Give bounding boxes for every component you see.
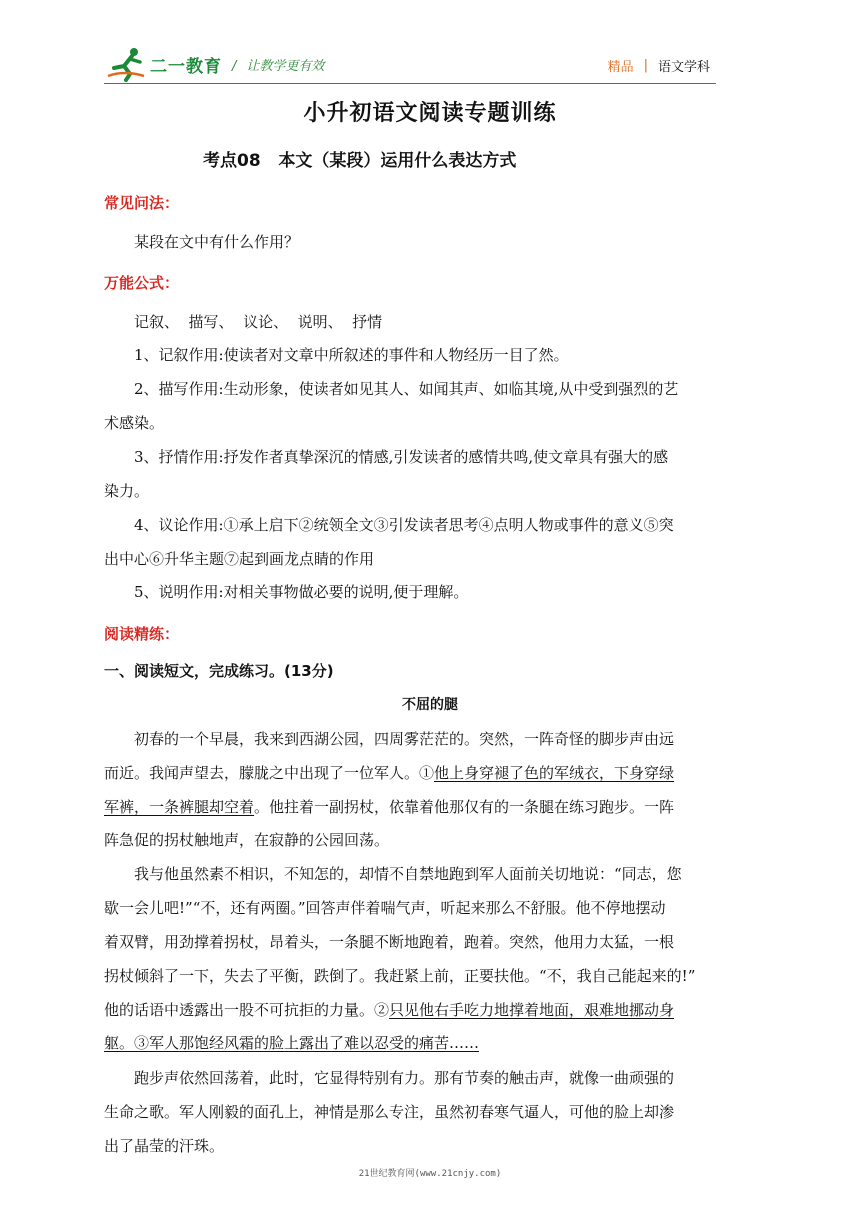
slogan (232, 55, 324, 74)
formula-heading: 万能公式： (104, 274, 180, 292)
formula-item-2b: 术感染。 (104, 414, 165, 432)
page-subtitle: 考点08 本文（某段）运用什么表达方式 (203, 151, 517, 171)
formula-item-2a: 2、描写作用:生动形象，使读者如见其人、如闻其声、如临其境,从中受到强烈的艺 (134, 380, 679, 398)
story-p2-line-2: 歇一会儿吧!”“不，还有两圈。”回答声伴着喘气声，听起来那么不舒服。他不停地摆动 (104, 899, 666, 917)
practice-heading: 阅读精练： (104, 625, 180, 643)
story-p2-line-4: 拐杖倾斜了一下，失去了平衡，跌倒了。我赶紧上前，正要扶他。“不，我自己能起来的!” (104, 967, 696, 985)
common-question-heading: 常见问法： (104, 194, 180, 212)
page-header (104, 46, 716, 86)
header-tags (608, 56, 710, 75)
subject-tag: 语文学科 (657, 60, 710, 75)
formula-item-3a: 3、抒情作用:抒发作者真挚深沉的情感,引发读者的感情共鸣,使文章具有强大的感 (134, 448, 669, 466)
runner-logo-icon (104, 46, 150, 82)
story-p1-line-3-text: 。他拄着一副拐杖，依靠着他那仅有的一条腿在练习跑步。一阵 (254, 798, 675, 816)
story-p2-line-6 (104, 1032, 479, 1053)
logo-text: 二一教育 (150, 56, 222, 77)
formula-item-5: 5、说明作用:对相关事物做必要的说明,便于理解。 (134, 583, 469, 601)
logo (104, 46, 222, 82)
story-p1-line-2 (104, 762, 674, 783)
story-p2-line-3: 着双臂，用劲撑着拐杖，昂着头，一条腿不断地跑着，跑着。突然，他用力太猛，一根 (104, 933, 675, 951)
story-p3-line-2: 生命之歌。军人刚毅的面孔上，神情是那么专注，虽然初春寒气逼人，可他的脸上却渗 (104, 1103, 675, 1121)
slogan-text: 让教学更有效 (246, 59, 325, 74)
question-1-heading: 一、阅读短文，完成练习。(13分) (104, 662, 334, 680)
story-p2-line-1: 我与他虽然素不相识，不知怎的，却情不自禁地跑到军人面前关切地说：“同志，您 (134, 865, 682, 883)
story-p1-line-2-text: 而近。我闻声望去，朦胧之中出现了一位军人。① (104, 764, 435, 782)
story-p1-line-1: 初春的一个早晨，我来到西湖公园，四周雾茫茫的。突然，一阵奇怪的脚步声由远 (134, 730, 675, 748)
formula-item-4b: 出中心⑥升华主题⑦起到画龙点睛的作用 (104, 550, 375, 568)
formula-list: 记叙、 描写、 议论、 说明、 抒情 (134, 313, 383, 331)
common-question-text: 某段在文中有什么作用？ (134, 233, 300, 251)
formula-item-4a: 4、议论作用:①承上启下②统领全文③引发读者思考④点明人物或事件的意义⑤突 (134, 516, 674, 534)
story-title: 不屈的腿 (402, 697, 458, 713)
story-p3-line-1: 跑步声依然回荡着，此时，它显得特别有力。那有节奏的触击声，就像一曲顽强的 (134, 1069, 675, 1087)
header-separator: | (643, 58, 648, 73)
formula-item-1: 1、记叙作用:使读者对文章中所叙述的事件和人物经历一目了然。 (134, 346, 569, 364)
slogan-slash: / (232, 59, 237, 74)
underlined-sentence-2b: 躯。③军人那饱经风霜的脸上露出了难以忍受的痛苦…… (104, 1034, 480, 1052)
page-footer: 21世纪教育网(www.21cnjy.com) (358, 1169, 502, 1179)
underlined-sentence-2a: 只见他右手吃力地撑着地面，艰难地挪动身 (389, 1001, 675, 1019)
header-divider (104, 83, 716, 84)
premium-tag: 精品 (607, 60, 634, 75)
story-p1-line-3 (104, 796, 674, 817)
page-title: 小升初语文阅读专题训练 (303, 101, 557, 126)
story-p3-line-3: 出了晶莹的汗珠。 (104, 1137, 225, 1155)
underlined-sentence-1a: 他上身穿褪了色的军绒衣，下身穿绿 (434, 764, 675, 782)
story-p2-line-5-text: 他的话语中透露出一股不可抗拒的力量。② (104, 1001, 390, 1019)
story-p2-line-5 (104, 999, 674, 1020)
formula-item-3b: 染力。 (104, 482, 150, 500)
underlined-sentence-1b: 军裤，一条裤腿却空着 (104, 798, 255, 816)
story-p1-line-4: 阵急促的拐杖触地声，在寂静的公园回荡。 (104, 831, 390, 849)
